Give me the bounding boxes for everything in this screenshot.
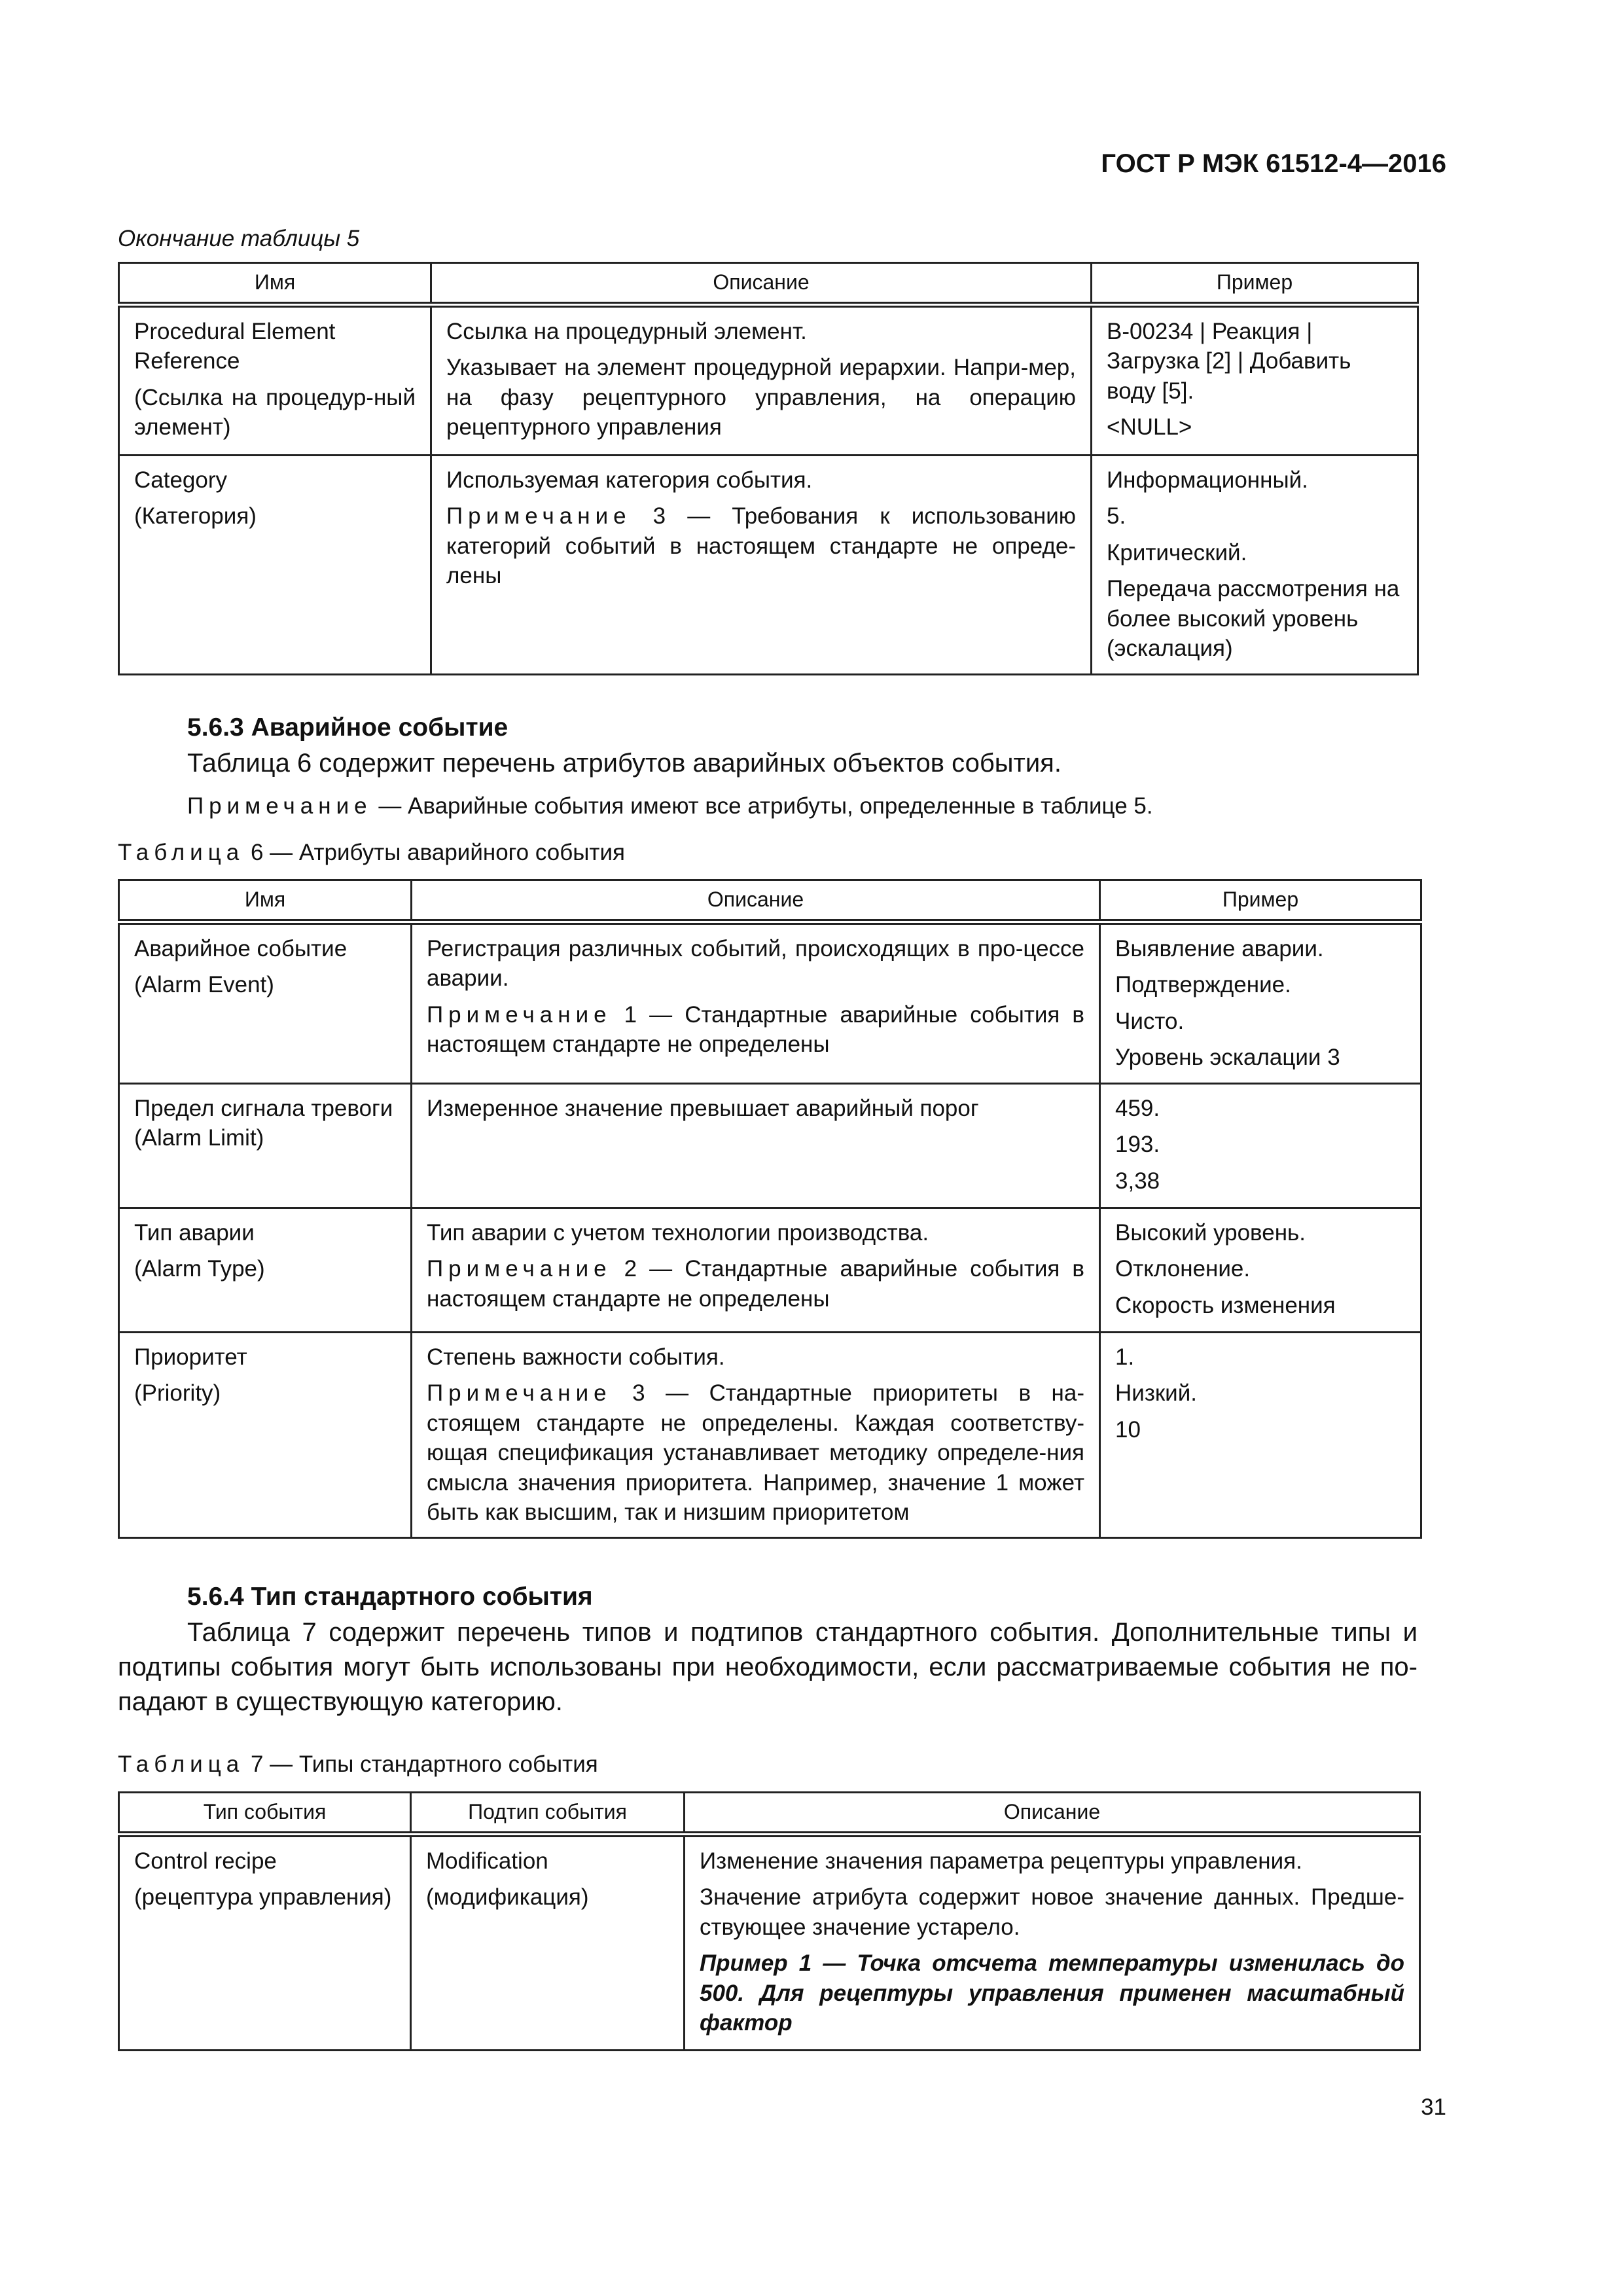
description-cell: [412, 1083, 1100, 1208]
caption-label: Таблица: [118, 1751, 245, 1777]
section-5-6-4-text: Таблица 7 содержит перечень типов и подтипов стандартного события. Дополнительные типы и подтипы события могут быть использованы при необходимости, если рассматриваемые события не по-падают в существующую категорию.: [118, 1618, 1418, 1716]
section-5-6-3-note: [187, 793, 1418, 819]
table5-continuation-caption: Окончание таблицы 5: [118, 226, 360, 251]
note-text: 1 — Стандартные аварийные события в настоящем стандарте не определены: [427, 1001, 1084, 1058]
note-label: Примечание: [427, 1380, 612, 1407]
note-text: 3 — Требования к использованию категорий событий в настоящем стандарте не опреде-лены: [446, 503, 1076, 589]
example-cell: [1100, 1332, 1421, 1537]
cell-text: Передача рассмотрения на более высокий уровень (эскалация): [1107, 576, 1400, 662]
cell-note: [427, 1378, 1084, 1528]
example-cell: [1100, 1208, 1421, 1332]
note-label: Примечание: [427, 1256, 612, 1282]
caption-text: 7 — Типы стандартного события: [244, 1751, 598, 1777]
table-header-row: [119, 880, 1421, 922]
cell-text: (Alarm Event): [134, 972, 274, 998]
column-header: Подтип события: [411, 1793, 685, 1835]
description-cell: [685, 1834, 1420, 2050]
cell-text: 459.: [1115, 1095, 1160, 1121]
column-header: Тип события: [119, 1793, 411, 1835]
description-cell: [412, 1208, 1100, 1332]
cell-text: Приоритет: [134, 1344, 247, 1370]
cell-text: <NULL>: [1107, 414, 1192, 440]
section-title-5-6-3: 5.6.3 Аварийное событие: [187, 713, 508, 742]
cell-text: 10: [1115, 1416, 1141, 1443]
cell-text: (Alarm Type): [134, 1256, 265, 1282]
cell-text: Procedural Element Reference: [134, 318, 336, 374]
cell-text: Подтверждение.: [1115, 972, 1291, 998]
cell-text: B-00234 | Реакция | Загрузка [2] | Добавить воду [5].: [1107, 318, 1351, 404]
table7: [118, 1791, 1421, 2051]
cell-text: (Ссылка на процедур-ный элемент): [134, 384, 416, 440]
table-row: [119, 304, 1418, 455]
cell-text: Control recipe: [134, 1848, 277, 1874]
note-label: Примечание: [427, 1001, 612, 1028]
caption-text: 6 — Атрибуты аварийного события: [244, 840, 625, 865]
document-code: ГОСТ Р МЭК 61512-4—2016: [1101, 149, 1446, 178]
table-row: [119, 922, 1421, 1083]
cell-text: Аварийное событие: [134, 935, 348, 961]
cell-text: Ссылка на процедурный элемент.: [446, 318, 807, 344]
cell-text: Выявление аварии.: [1115, 935, 1324, 961]
section-title-5-6-4: 5.6.4 Тип стандартного события: [187, 1583, 593, 1611]
name-cell: [119, 455, 431, 674]
cell-note: [446, 501, 1076, 591]
cell-text: Степень важности события.: [427, 1344, 725, 1370]
description-cell: [431, 455, 1092, 674]
table-row: [119, 1083, 1421, 1208]
cell-text: Информационный.: [1107, 467, 1308, 493]
example-cell: [1092, 455, 1418, 674]
cell-text: Modification: [426, 1848, 548, 1874]
caption-label: Таблица: [118, 840, 245, 865]
cell-note: [427, 1254, 1084, 1314]
cell-text: Высокий уровень.: [1115, 1219, 1306, 1246]
cell-text: Тип аварии: [134, 1219, 255, 1246]
name-cell: [119, 304, 431, 455]
example-cell: [1100, 922, 1421, 1083]
column-header: Описание: [412, 880, 1100, 922]
column-header: Имя: [119, 880, 412, 922]
cell-text: 3,38: [1115, 1168, 1160, 1194]
cell-note: [427, 1000, 1084, 1060]
table7-caption: [118, 1751, 598, 1778]
cell-text: (Priority): [134, 1380, 221, 1407]
cell-text: (Категория): [134, 503, 257, 529]
type-cell: [119, 1834, 411, 2050]
cell-text: Значение атрибута содержит новое значение данных. Предше-ствующее значение устарело.: [700, 1884, 1404, 1940]
cell-text: 5.: [1107, 503, 1126, 529]
name-cell: [119, 1332, 412, 1537]
cell-text: Регистрация различных событий, происходящих в про-цессе аварии.: [427, 935, 1084, 992]
description-cell: [412, 1332, 1100, 1537]
cell-text: Указывает на элемент процедурной иерархии. Напри-мер, на фазу рецептурного управления, на операцию рецептурного управления: [446, 355, 1076, 440]
description-cell: [412, 922, 1100, 1083]
table-header-row: [119, 1793, 1420, 1835]
table-row: [119, 455, 1418, 674]
column-header: Описание: [685, 1793, 1420, 1835]
cell-text: Скорость изменения: [1115, 1292, 1336, 1318]
note-text: — Аварийные события имеют все атрибуты, определенные в таблице 5.: [372, 793, 1153, 819]
cell-text: Низкий.: [1115, 1380, 1198, 1407]
table-row: [119, 1332, 1421, 1537]
table-header-row: [119, 263, 1418, 305]
cell-text: Category: [134, 467, 228, 493]
cell-text: (рецептура управления): [134, 1884, 392, 1910]
note-text: 3 — Стандартные приоритеты в на-стоящем стандарте не определены. Каждая соответству-ющая спецификация устанавливает методику определе-ния смысла значения приоритета. Например, значение 1 может быть как высшим, так и низшим приоритетом: [427, 1380, 1084, 1526]
example-text: Пример 1 — Точка отсчета температуры изменилась до 500. Для рецептуры управления применен масштабный фактор: [700, 1950, 1404, 2036]
table6: [118, 879, 1422, 1539]
cell-text: Отклонение.: [1115, 1256, 1251, 1282]
table5: [118, 262, 1419, 675]
table6-caption: [118, 840, 625, 866]
cell-text: Измеренное значение превышает аварийный порог: [427, 1095, 979, 1121]
column-header: Пример: [1092, 263, 1418, 305]
example-cell: [1100, 1083, 1421, 1208]
cell-text: Критический.: [1107, 539, 1247, 565]
cell-text: Изменение значения параметра рецептуры управления.: [700, 1848, 1302, 1874]
cell-text: Предел сигнала тревоги (Alarm Limit): [134, 1095, 393, 1151]
cell-text: Уровень эскалации 3: [1115, 1045, 1340, 1071]
column-header: Описание: [431, 263, 1092, 305]
name-cell: [119, 1208, 412, 1332]
description-cell: [431, 304, 1092, 455]
section-5-6-3-text: Таблица 6 содержит перечень атрибутов аварийных объектов события.: [187, 749, 1061, 778]
example-cell: [1092, 304, 1418, 455]
table-row: [119, 1208, 1421, 1332]
cell-text: 193.: [1115, 1132, 1160, 1158]
cell-text: (модификация): [426, 1884, 589, 1910]
column-header: Имя: [119, 263, 431, 305]
page-number: 31: [1421, 2094, 1446, 2120]
name-cell: [119, 922, 412, 1083]
cell-text: Используемая категория события.: [446, 467, 813, 493]
name-cell: [119, 1083, 412, 1208]
table-row: [119, 1834, 1420, 2050]
subtype-cell: [411, 1834, 685, 2050]
note-text: 2 — Стандартные аварийные события в настоящем стандарте не определены: [427, 1256, 1084, 1312]
cell-text: Тип аварии с учетом технологии производства.: [427, 1219, 929, 1246]
note-label: Примечание: [187, 793, 372, 819]
note-label: Примечание: [446, 503, 632, 529]
column-header: Пример: [1100, 880, 1421, 922]
cell-text: 1.: [1115, 1344, 1135, 1370]
cell-text: Чисто.: [1115, 1008, 1185, 1034]
